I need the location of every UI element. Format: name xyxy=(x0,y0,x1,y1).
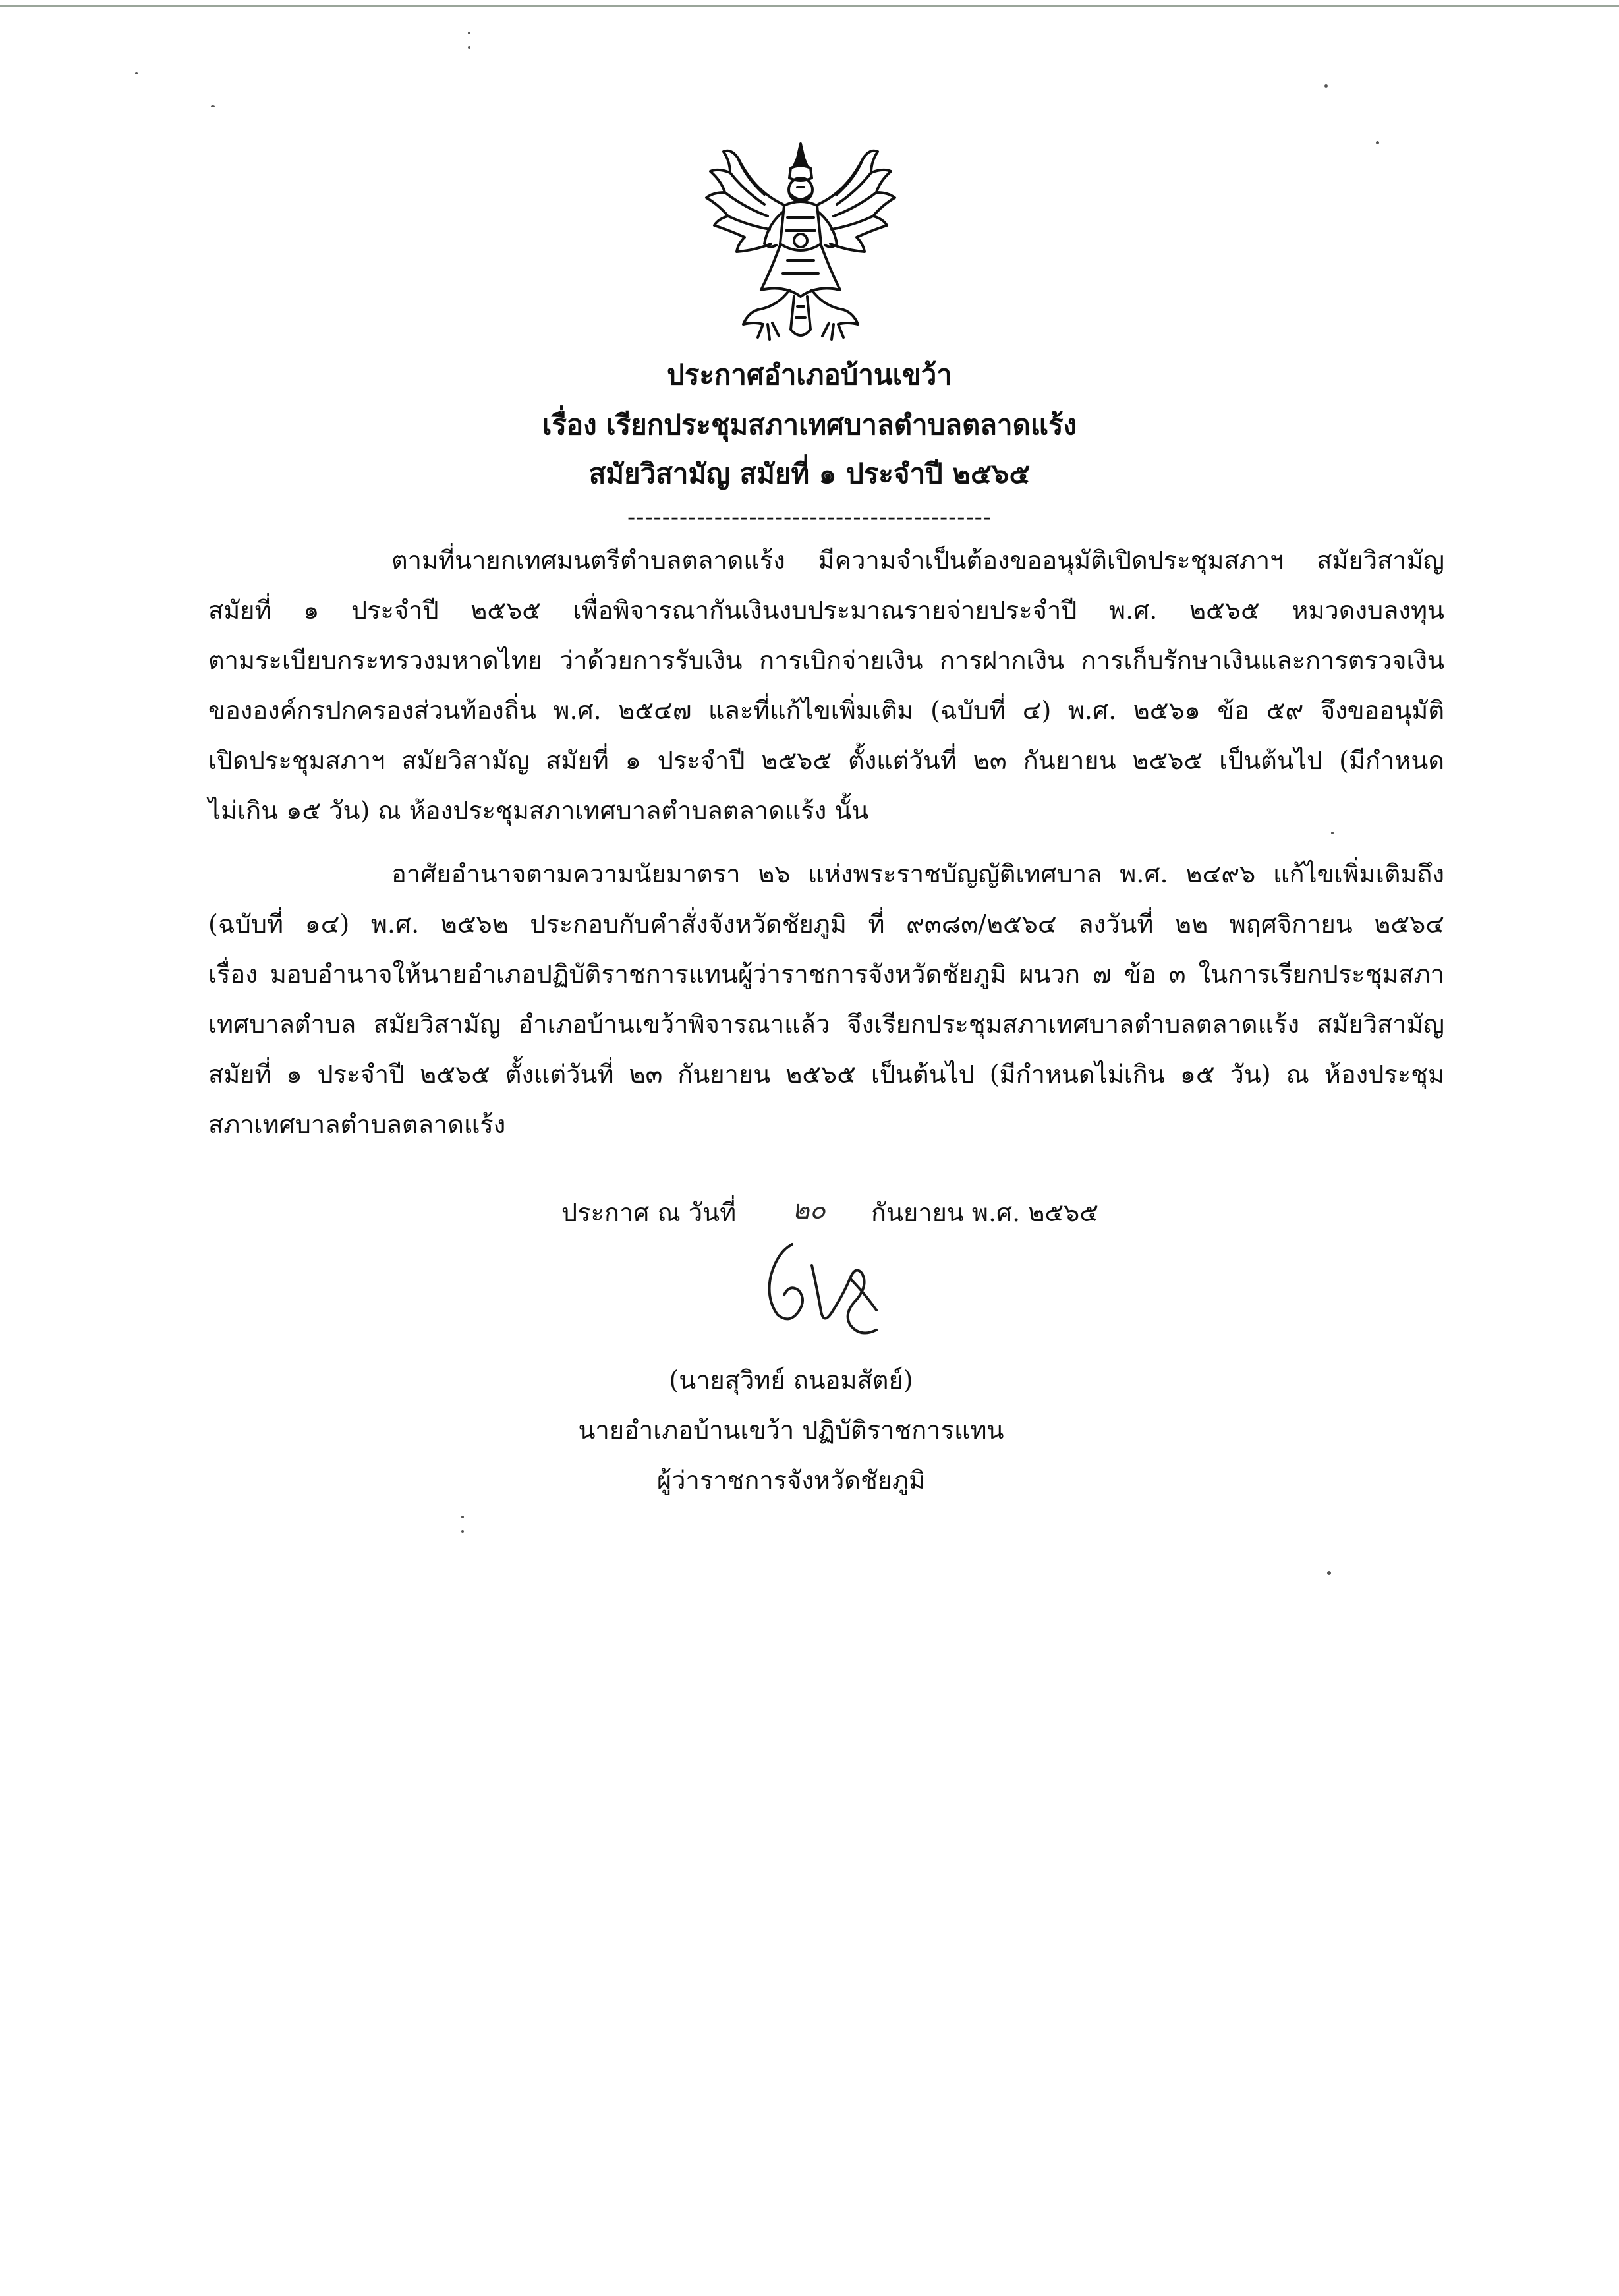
garuda-emblem-icon xyxy=(698,132,903,349)
paragraph-line: ตามระเบียบกระทรวงมหาดไทย ว่าด้วยการรับเงิน การเบิกจ่ายเงิน การฝากเงิน การเก็บรักษาเงินและการตรวจเงิน xyxy=(208,646,1444,675)
heading-divider: ------------------------------------------ xyxy=(627,504,992,531)
scan-speck xyxy=(1324,84,1328,88)
paragraph-line: ขององค์กรปกครองส่วนท้องถิ่น พ.ศ. ๒๕๔๗ และที่แก้ไขเพิ่มเติม (ฉบับที่ ๔) พ.ศ. ๒๕๖๑ ข้อ ๕๙ จึงขออนุมัติ xyxy=(208,696,1444,725)
announce-date-prefix: ประกาศ ณ วันที่ xyxy=(561,1198,737,1227)
signer-position-line-2: ผู้ว่าราชการจังหวัดชัยภูมิ xyxy=(656,1466,926,1495)
paragraph-line: สมัยที่ ๑ ประจำปี ๒๕๖๕ ตั้งแต่วันที่ ๒๓ กันยายน ๒๕๖๕ เป็นต้นไป (มีกำหนดไม่เกิน ๑๕ วัน) ณ ห้องประชุม xyxy=(208,1060,1444,1089)
scan-speck xyxy=(461,1530,464,1533)
announce-date-suffix: กันยายน พ.ศ. ๒๕๖๕ xyxy=(871,1198,1099,1227)
announce-date-day: ๒๐ xyxy=(792,1195,826,1225)
scan-speck xyxy=(211,105,215,107)
paragraph-line: ไม่เกิน ๑๕ วัน) ณ ห้องประชุมสภาเทศบาลตำบลตลาดแร้ง นั้น xyxy=(208,796,869,825)
signer-position-line-1: นายอำเภอบ้านเขว้า ปฏิบัติราชการแทน xyxy=(578,1416,1004,1445)
signer-name: (นายสุวิทย์ ถนอมสัตย์) xyxy=(669,1365,913,1394)
paragraph-line: เทศบาลตำบล สมัยวิสามัญ อำเภอบ้านเขว้าพิจารณาแล้ว จึงเรียกประชุมสภาเทศบาลตำบลตลาดแร้ง สมัยวิสามัญ xyxy=(208,1010,1444,1039)
paragraph-line: เรื่อง มอบอำนาจให้นายอำเภอปฏิบัติราชการแทนผู้ว่าราชการจังหวัดชัยภูมิ ผนวก ๗ ข้อ ๓ ในการเรียกประชุมสภา xyxy=(208,960,1444,989)
paragraph-line: ตามที่นายกเทศมนตรีตำบลตลาดแร้ง มีความจำเป็นต้องขออนุมัติเปิดประชุมสภาฯ สมัยวิสามัญ xyxy=(391,546,1444,575)
scan-speck xyxy=(461,1516,464,1518)
scan-speck xyxy=(1327,1571,1331,1575)
paragraph-line: (ฉบับที่ ๑๔) พ.ศ. ๒๕๖๒ ประกอบกับคำสั่งจังหวัดชัยภูมิ ที่ ๙๓๘๓/๒๕๖๔ ลงวันที่ ๒๒ พฤศจิกายน ๒๕๖๔ xyxy=(208,909,1444,938)
scan-speck xyxy=(1376,141,1379,144)
document-title: ประกาศอำเภอบ้านเขว้า xyxy=(667,359,952,391)
top-border-line xyxy=(0,5,1619,7)
document-subject: เรื่อง เรียกประชุมสภาเทศบาลตำบลตลาดแร้ง xyxy=(542,409,1077,441)
scan-speck xyxy=(468,46,470,49)
document-session: สมัยวิสามัญ สมัยที่ ๑ ประจำปี ๒๕๖๕ xyxy=(588,457,1031,490)
scan-speck xyxy=(468,32,470,34)
scan-speck xyxy=(135,72,138,74)
scan-speck xyxy=(1331,832,1334,834)
paragraph-line: เปิดประชุมสภาฯ สมัยวิสามัญ สมัยที่ ๑ ประจำปี ๒๕๖๕ ตั้งแต่วันที่ ๒๓ กันยายน ๒๕๖๕ เป็นต้นไป (มีกำหนด xyxy=(208,746,1444,775)
paragraph-line: อาศัยอำนาจตามความนัยมาตรา ๒๖ แห่งพระราชบัญญัติเทศบาล พ.ศ. ๒๔๙๖ แก้ไขเพิ่มเติมถึง xyxy=(391,859,1444,888)
paragraph-line: สมัยที่ ๑ ประจำปี ๒๕๖๕ เพื่อพิจารณากันเงินงบประมาณรายจ่ายประจำปี พ.ศ. ๒๕๖๕ หมวดงบลงทุน xyxy=(208,596,1444,625)
handwritten-signature xyxy=(751,1226,903,1351)
paragraph-line: สภาเทศบาลตำบลตลาดแร้ง xyxy=(208,1110,506,1139)
